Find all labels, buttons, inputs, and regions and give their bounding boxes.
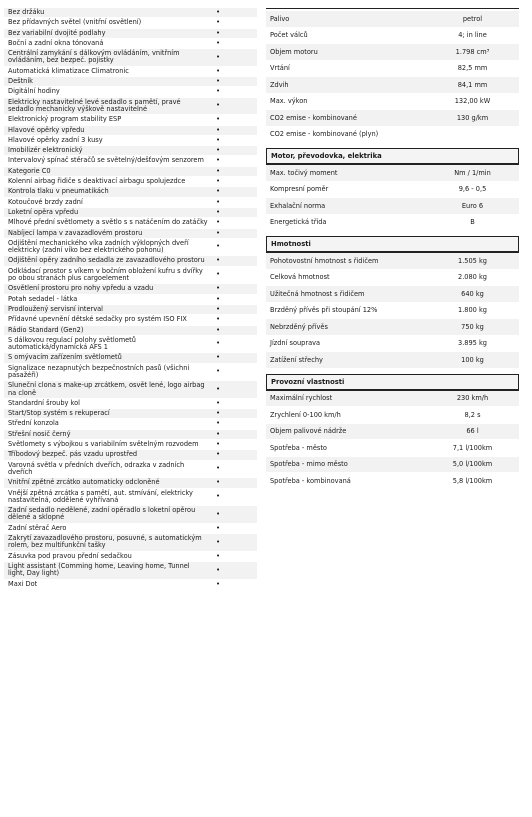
equipment-bullet: • (216, 135, 221, 144)
equipment-row (4, 167, 257, 177)
equipment-label: Kotoučové brzdy zadní (8, 197, 83, 206)
equipment-label: Vnější zpětná zrcátka s pamětí, aut. stmívání, elektricky nastavitelná, oddělené vyhřívaná (8, 488, 193, 504)
equipment-bullet: • (216, 187, 221, 196)
equipment-label: Intervalový spínač stěračů se světelný/dešťovým senzorem (8, 156, 204, 165)
spec-value: B (470, 218, 475, 227)
equipment-bullet: • (216, 315, 221, 324)
equipment-row (4, 18, 257, 28)
equipment-label: Varovná světla v předních dveřích, odrazka v zadních dveřích (8, 460, 185, 476)
equipment-bullet: • (216, 579, 221, 588)
equipment-row (4, 256, 257, 266)
equipment-row (4, 353, 257, 363)
engine-section (266, 8, 519, 143)
equipment-bullet: • (216, 166, 221, 175)
equipment-bullet: • (216, 339, 221, 348)
equipment-bullet: • (216, 197, 221, 206)
equipment-row (4, 267, 257, 285)
equipment-row (4, 478, 257, 488)
spec-value: 1.798 cm³ (455, 47, 490, 56)
spec-row (266, 77, 519, 94)
spec-row (266, 319, 519, 336)
spec-value: 130 g/km (456, 113, 489, 122)
equipment-label: Odjištění mechanického víka zadních výklopných dveří elektricky (zadní víko bez elektrického pohonu) (8, 238, 189, 255)
spec-label: Max. výkon (270, 97, 308, 106)
spec-row (266, 94, 519, 111)
equipment-label: Potah sedadel - látka (8, 294, 78, 303)
spec-row (266, 270, 519, 287)
equipment-row (4, 115, 257, 125)
spec-value: 84,1 mm (457, 80, 488, 89)
equipment-label: Bez držáku (8, 8, 45, 16)
equipment-bullet: • (216, 367, 221, 376)
performance-section-title: Provozní vlastnosti (266, 374, 519, 391)
equipment-bullet: • (216, 551, 221, 560)
spec-label: Celková hmotnost (270, 273, 330, 282)
spec-value: Euro 6 (461, 201, 484, 210)
spec-row (266, 44, 519, 61)
spec-value: 100 kg (461, 355, 484, 364)
spec-row (266, 110, 519, 127)
equipment-label: Přídavné upevnění dětské sedačky pro systém ISO FIX (8, 315, 187, 324)
equipment-bullet: • (216, 177, 221, 186)
spec-value: 5,8 l/100km (452, 476, 493, 485)
spec-row (266, 165, 519, 182)
equipment-bullet: • (216, 8, 221, 16)
equipment-bullet: • (216, 325, 221, 334)
equipment-label: S omývacím zařízením světlometů (8, 353, 122, 362)
equipment-label: Elektricky nastavitelné levé sedadlo s pamětí, pravé sedadlo mechanicky výškově nastavitelné (8, 97, 181, 113)
equipment-bullet: • (216, 207, 221, 216)
equipment-bullet: • (216, 537, 221, 546)
spec-row (266, 457, 519, 474)
equipment-label: Sluneční clona s make-up zrcátkem, osvět lené, logo airbag na cloně (8, 381, 205, 397)
equipment-bullet: • (216, 115, 221, 124)
spec-label: Jízdní souprava (270, 339, 321, 348)
weights-rows (266, 253, 519, 369)
equipment-bullet: • (216, 464, 221, 473)
spec-label: Maximální rychlost (270, 394, 333, 403)
spec-value: 8,2 s (464, 410, 481, 419)
equipment-bullet: • (216, 242, 221, 251)
spec-label: CO2 emise - kombinované (270, 113, 357, 122)
spec-label: Zdvih (270, 80, 289, 89)
equipment-row (4, 126, 257, 136)
equipment-row (4, 177, 257, 187)
equipment-bullet: • (216, 28, 221, 37)
equipment-row (4, 381, 257, 399)
equipment-label: Boční a zadní okna tónovaná (8, 38, 104, 47)
spec-label: Objem palivové nádrže (270, 427, 347, 436)
weights-section-title: Hmotnosti (266, 236, 519, 253)
equipment-row (4, 208, 257, 218)
equipment-bullet: • (216, 304, 221, 313)
equipment-row (4, 218, 257, 228)
equipment-label: Digitální hodiny (8, 87, 60, 96)
equipment-label: Zakrytí zavazadlového prostoru, posuvné, s automatickým rolem, bez multifunkční tašky (8, 534, 202, 550)
equipment-row (4, 430, 257, 440)
equipment-label: Kategorie C0 (8, 166, 51, 175)
equipment-row (4, 506, 257, 524)
spec-value: 9,6 - 0,5 (458, 185, 487, 194)
equipment-row (4, 187, 257, 197)
performance-rows (266, 391, 519, 490)
equipment-bullet: • (216, 156, 221, 165)
motor-section (266, 148, 519, 231)
equipment-bullet: • (216, 384, 221, 393)
equipment-row (4, 198, 257, 208)
spec-label: Nebrzděný přívěs (270, 322, 328, 331)
equipment-bullet: • (216, 492, 221, 501)
spec-label: Počet válců (270, 31, 308, 40)
spec-label: Spotřeba - mimo město (270, 460, 348, 469)
equipment-label: Maxi Dot (8, 579, 38, 588)
equipment-row (4, 136, 257, 146)
equipment-label: Zadní sedadlo nedělené, zadní opěradlo s loketní opěrou dělené a sklopné (8, 506, 196, 522)
spec-label: Objem motoru (270, 47, 318, 56)
equipment-row (4, 305, 257, 315)
spec-value: Nm / 1/min (454, 168, 491, 177)
spec-value: 3.895 kg (458, 339, 487, 348)
equipment-bullet: • (216, 429, 221, 438)
equipment-bullet: • (216, 256, 221, 265)
equipment-row (4, 284, 257, 294)
spec-value: 1.505 kg (458, 256, 487, 265)
equipment-label: Centrální zamykání s dálkovým ovládáním, vnitřním ovládáním, bez bezpeč. pojistky (8, 49, 180, 65)
spec-row (266, 407, 519, 424)
weights-section (266, 236, 519, 369)
equipment-row (4, 409, 257, 419)
equipment-label: Elektronický program stability ESP (8, 115, 122, 124)
equipment-label: Rádio Standard (Gen2) (8, 325, 84, 334)
equipment-label: Bez variabilní dvojité podlahy (8, 28, 106, 37)
equipment-row (4, 562, 257, 580)
spec-label: CO2 emise - kombinované (plyn) (270, 130, 379, 139)
spec-row (266, 61, 519, 78)
spec-label: Exhalační norma (270, 201, 326, 210)
equipment-row (4, 364, 257, 382)
equipment-label: Kolenní airbag řidiče s deaktivací airbagu spolujezdce (8, 177, 186, 186)
equipment-label: S dálkovou regulací polohy světlometů automatická/dynamická AFS 1 (8, 335, 136, 352)
spec-value: 230 km/h (456, 394, 489, 403)
equipment-label: Start/Stop systém s rekuperací (8, 409, 110, 418)
equipment-list (4, 8, 257, 590)
equipment-row (4, 580, 257, 590)
equipment-label: Světlomety s výbojkou s variabilním světelným rozvodem (8, 440, 199, 449)
equipment-row (4, 295, 257, 305)
spec-label: Spotřeba - město (270, 443, 327, 452)
equipment-label: Zadní stěrač Aero (8, 523, 67, 532)
equipment-bullet: • (216, 419, 221, 428)
spec-label: Spotřeba - kombinovaná (270, 476, 351, 485)
spec-row (266, 424, 519, 441)
equipment-row (4, 77, 257, 87)
spec-row (266, 352, 519, 369)
equipment-row (4, 98, 257, 116)
spec-label: Vrtání (270, 64, 290, 73)
equipment-row (4, 49, 257, 67)
motor-rows (266, 165, 519, 231)
equipment-label: Prodloužený servisní interval (8, 304, 104, 313)
equipment-label: Střešní nosič černý (8, 429, 71, 438)
equipment-row (4, 461, 257, 479)
spec-row (266, 391, 519, 408)
equipment-bullet: • (216, 101, 221, 110)
equipment-label: Zásuvka pod pravou přední sedačkou (8, 551, 132, 560)
spec-label: Zatížení střechy (270, 355, 323, 364)
spec-label: Max. točivý moment (270, 168, 338, 177)
equipment-label: Tříbodový bezpeč. pás vzadu uprostřed (8, 450, 138, 459)
equipment-bullet: • (216, 66, 221, 75)
equipment-row (4, 315, 257, 325)
equipment-label: Střední konzola (8, 419, 59, 428)
equipment-row (4, 399, 257, 409)
spec-label: Užitečná hmotnost s řidičem (270, 289, 365, 298)
spec-row (266, 198, 519, 215)
spec-value: 2.080 kg (458, 273, 487, 282)
spec-row (266, 215, 519, 232)
spec-row (266, 11, 519, 28)
equipment-row (4, 29, 257, 39)
equipment-row (4, 67, 257, 77)
equipment-label: Mlhové přední světlomety a světlo s s natáčením do zatáčky (8, 218, 208, 227)
equipment-bullet: • (216, 398, 221, 407)
equipment-label: Loketní opěra vpředu (8, 207, 79, 216)
spec-value: 132,00 kW (454, 97, 491, 106)
performance-section (266, 374, 519, 490)
equipment-row (4, 39, 257, 49)
equipment-bullet: • (216, 18, 221, 27)
spec-row (266, 28, 519, 45)
equipment-label: Automatická klimatizace Climatronic (8, 66, 129, 75)
spec-value: petrol (462, 14, 483, 23)
equipment-row (4, 440, 257, 450)
equipment-bullet: • (216, 450, 221, 459)
equipment-row (4, 8, 257, 18)
equipment-label: Hlavové opěrky vpředu (8, 125, 85, 134)
equipment-label: Hlavové opěrky zadní 3 kusy (8, 135, 103, 144)
equipment-label: Nabíjecí lampa v zavazadlovém prostoru (8, 228, 143, 237)
equipment-bullet: • (216, 523, 221, 532)
equipment-label: Standardní šrouby kol (8, 398, 80, 407)
equipment-label: Osvětlení prostoru pro nohy vpředu a vzadu (8, 284, 154, 293)
spec-value: 640 kg (461, 289, 484, 298)
equipment-row (4, 534, 257, 552)
spec-row (266, 286, 519, 303)
equipment-bullet: • (216, 478, 221, 487)
equipment-label: Deštník (8, 77, 33, 86)
spec-label: Zrychlení 0-100 km/h (270, 410, 341, 419)
equipment-bullet: • (216, 440, 221, 449)
equipment-label: Imobilizér elektronický (8, 146, 83, 155)
spec-value: 66 l (466, 427, 479, 436)
equipment-row (4, 229, 257, 239)
equipment-row (4, 146, 257, 156)
equipment-bullet: • (216, 509, 221, 518)
spec-row (266, 440, 519, 457)
equipment-label: Light assistant (Comming home, Leaving home, Tunnel light, Day light) (8, 561, 190, 578)
spec-row (266, 182, 519, 199)
equipment-row (4, 524, 257, 534)
equipment-bullet: • (216, 38, 221, 47)
spec-label: Palivo (270, 14, 290, 23)
spec-label: Pohotovostní hmotnost s řidičem (270, 256, 379, 265)
equipment-row (4, 156, 257, 166)
equipment-row (4, 239, 257, 257)
equipment-bullet: • (216, 52, 221, 61)
spec-value: 4; in line (458, 31, 487, 40)
equipment-label: Signalizace nezapnutých bezpečnostních pasů (všichni pasažéři) (8, 363, 190, 379)
spec-value: 1.800 kg (458, 306, 487, 315)
spec-label: Kompresní poměr (270, 185, 329, 194)
equipment-label: Odkládací prostor s víkem v bočním obložení kufru s dvířky po obou stranách plus cargoelement (8, 266, 203, 283)
equipment-bullet: • (216, 125, 221, 134)
spec-row (266, 473, 519, 490)
equipment-bullet: • (216, 353, 221, 362)
equipment-bullet: • (216, 284, 221, 293)
engine-rows (266, 11, 519, 143)
equipment-row (4, 552, 257, 562)
spec-row (266, 303, 519, 320)
equipment-row (4, 326, 257, 336)
equipment-bullet: • (216, 270, 221, 279)
equipment-row (4, 419, 257, 429)
specs-panel (266, 8, 519, 495)
equipment-label: Vnitřní zpětné zrcátko automaticky odcloněné (8, 478, 160, 487)
equipment-row (4, 450, 257, 460)
equipment-row (4, 336, 257, 354)
spec-value: 5,0 l/100km (452, 460, 493, 469)
spec-label: Energetická třída (270, 218, 327, 227)
equipment-label: Kontrola tlaku v pneumatikách (8, 187, 109, 196)
spec-value: 82,5 mm (457, 64, 488, 73)
equipment-bullet: • (216, 146, 221, 155)
motor-section-title: Motor, převodovka, elektrika (266, 148, 519, 165)
equipment-bullet: • (216, 565, 221, 574)
equipment-row (4, 489, 257, 507)
equipment-bullet: • (216, 228, 221, 237)
equipment-bullet: • (216, 294, 221, 303)
spec-row (266, 253, 519, 270)
equipment-bullet: • (216, 77, 221, 86)
equipment-label: Bez přídavných světel (vnitřní osvětlení) (8, 18, 142, 27)
equipment-label: Odjištění opěry zadního sedadla ze zavazadlového prostoru (8, 256, 205, 265)
equipment-bullet: • (216, 218, 221, 227)
spec-value: 7,1 l/100km (452, 443, 493, 452)
spec-value: 750 kg (461, 322, 484, 331)
equipment-bullet: • (216, 87, 221, 96)
spec-row (266, 127, 519, 144)
spec-label: Brzděný přívěs při stoupání 12% (270, 306, 378, 315)
equipment-bullet: • (216, 409, 221, 418)
spec-row (266, 336, 519, 353)
equipment-row (4, 87, 257, 97)
